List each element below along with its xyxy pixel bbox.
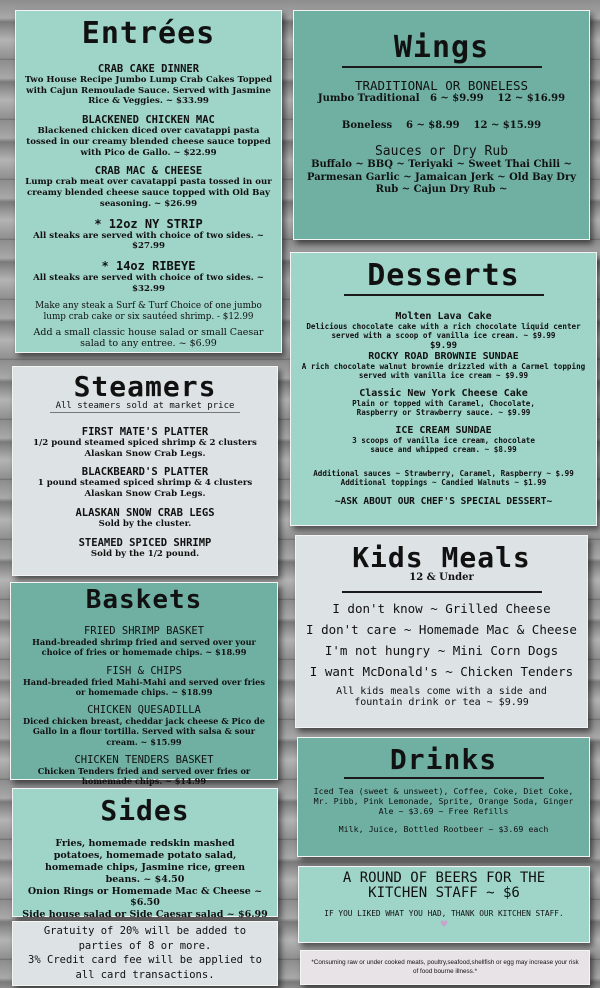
- beers-title: A ROUND OF BEERS FOR THE KITCHEN STAFF ~ $6: [342, 870, 546, 902]
- kids-meals-note: All kids meals come with a side and fountain drink or tea ~ $9.99: [336, 685, 547, 708]
- sides-line: Onion Rings or Homemade Mac & Cheese ~ $6.50: [27, 885, 263, 909]
- menu-item-name: * 14oz RIBEYE: [101, 259, 196, 274]
- steamer-name: ALASKAN SNOW CRAB LEGS: [75, 506, 215, 519]
- wings-subtitle: TRADITIONAL OR BONELESS: [354, 78, 529, 93]
- gratuity-note: Gratuity of 20% will be added to parties of 8 or more.: [43, 925, 247, 952]
- sides-panel: [12, 788, 278, 921]
- steamers-panel: [12, 366, 278, 576]
- basket-name: CHICKEN QUESADILLA: [87, 704, 201, 716]
- basket-name: FISH & CHIPS: [106, 664, 182, 677]
- dessert-desc: Plain or topped with Caramel, Chocolate, Raspberry or Strawberry sauce. ~ $9.99: [352, 398, 535, 418]
- sides-line: Fries, homemade redskin mashed potatoes, homemade potato salad, homemade chips, Jasmine rice, green beans. ~ $4.50: [44, 838, 246, 885]
- sides-line: Side house salad or Side Caesar salad ~ $6.99: [22, 909, 268, 921]
- desserts-panel: [290, 252, 597, 526]
- kids-meal-item: I don't know ~ Grilled Cheese: [332, 600, 551, 616]
- steamer-desc: Sold by the cluster.: [98, 518, 192, 529]
- drinks-title: Drinks: [389, 743, 498, 776]
- steamer-desc: 1 pound steamed spiced shrimp & 4 clusters Alaskan Snow Crab Legs.: [37, 478, 253, 500]
- dessert-name: ROCKY ROAD BROWNIE SUNDAE: [368, 350, 519, 362]
- kids-meal-item: I'm not hungry ~ Mini Corn Dogs: [324, 642, 559, 658]
- entrees-panel: [15, 10, 282, 353]
- drinks-panel: [297, 737, 590, 857]
- menu-item-desc: All steaks are served with choice of two sides. ~ $27.99: [33, 230, 264, 252]
- food-safety-disclaimer: *Consuming raw or under cooked meats, poultry,seafood,shellfish or egg may increase your risk of food bourne illness.*: [311, 959, 579, 975]
- baskets-title: Baskets: [85, 585, 203, 615]
- desserts-title: Desserts: [367, 258, 520, 293]
- boneless-price: Boneless 6 ~ $8.99 12 ~ $15.99: [341, 119, 542, 131]
- kids-meal-item: I want McDonald's ~ Chicken Tenders: [309, 663, 574, 679]
- basket-desc: Hand-breaded shrimp fried and served over your choice of fries or homemade chips. ~ $18.99: [32, 637, 256, 658]
- kids-meals-panel: [295, 535, 588, 728]
- wings-title: Wings: [393, 30, 490, 65]
- steamers-subtitle: All steamers sold at market price: [50, 401, 241, 413]
- divider: [342, 66, 542, 68]
- divider: [344, 294, 544, 296]
- sauces-title: Sauces or Dry Rub: [374, 144, 509, 159]
- basket-name: CHICKEN TENDERS BASKET: [74, 753, 214, 766]
- steamer-name: FIRST MATE'S PLATTER: [81, 426, 209, 438]
- additional-toppings: Additional toppings ~ Candied Walnuts ~ $1.99: [340, 478, 547, 488]
- steamer-desc: 1/2 pound steamed spiced shrimp & 2 clusters Alaskan Snow Crab Legs.: [33, 438, 257, 459]
- kids-meals-title: Kids Meals: [352, 541, 531, 574]
- divider: [344, 777, 544, 779]
- basket-name: FRIED SHRIMP BASKET: [83, 625, 205, 637]
- heart-icon: ♥: [439, 919, 449, 930]
- kids-meal-item: I don't care ~ Homemade Mac & Cheese: [306, 621, 577, 637]
- beers-note: IF YOU LIKED WHAT YOU HAD, THANK OUR KITCHEN STAFF.: [324, 908, 564, 918]
- basket-desc: Chicken Tenders fried and served over fries or homemade chips. ~ $14.99: [37, 765, 251, 786]
- divider: [342, 591, 542, 593]
- sides-title: Sides: [100, 794, 190, 827]
- steamers-title: Steamers: [73, 370, 217, 403]
- policy-panel: [12, 921, 278, 986]
- menu-item-desc: Two House Recipe Jumbo Lump Crab Cakes Topped with Cajun Remoulade Sauce. Served with Jasmine Rice & Veggies. ~ $33.99: [24, 75, 273, 107]
- entrees-title: Entrées: [81, 16, 216, 51]
- drinks-list: Iced Tea (sweet & unsweet), Coffee, Coke, Diet Coke, Mr. Pibb, Pink Lemonade, Sprite, Orange Soda, Ginger Ale ~ $3.69 ~ Free Refills: [313, 786, 574, 816]
- disclaimer-panel: [300, 950, 590, 985]
- dessert-extra-price: $9.99: [429, 340, 458, 351]
- card-fee-note: 3% Credit card fee will be applied to all card transactions.: [28, 954, 262, 982]
- wings-panel: [293, 10, 590, 240]
- basket-desc: Diced chicken breast, cheddar jack cheese & Pico de Gallo in a flour tortilla. Served with salsa & sour cream. ~ $15.99: [23, 716, 265, 747]
- dessert-name: ICE CREAM SUNDAE: [395, 424, 492, 436]
- beers-panel: [298, 866, 590, 943]
- menu-item-name: CRAB MAC & CHEESE: [94, 165, 203, 178]
- baskets-panel: [10, 582, 278, 786]
- dessert-name: Classic New York Cheese Cake: [359, 387, 528, 399]
- steamer-desc: Sold by the 1/2 pound.: [90, 548, 200, 559]
- dessert-name: Molten Lava Cake: [395, 311, 492, 322]
- dessert-desc: Delicious chocolate cake with a rich chocolate liquid center served with a scoop of vanilla ice cream. ~ $9.99: [306, 322, 581, 341]
- menu-item-name: CRAB CAKE DINNER: [97, 63, 200, 75]
- surf-turf-addon: Make any steak a Surf & Turf Choice of one jumbo lump crab cake or six sautéed shrimp. - $12.99: [35, 300, 262, 322]
- chef-special-note: ~ASK ABOUT OUR CHEF'S SPECIAL DESSERT~: [334, 495, 553, 507]
- basket-desc: Hand-breaded fried Mahi-Mahi and served over fries or homemade chips. ~ $18.99: [23, 676, 265, 697]
- sauces-list: Buffalo ~ BBQ ~ Teriyaki ~ Sweet Thai Chili ~ Parmesan Garlic ~ Jamaican Jerk ~ Old Bay Dry Rub ~ Cajun Dry Rub ~: [306, 159, 577, 195]
- kids-age-note: 12 & Under: [409, 572, 474, 583]
- dessert-desc: 3 scoops of vanilla ice cream, chocolate sauce and whipped cream. ~ $8.99: [352, 435, 535, 455]
- dessert-desc: A rich chocolate walnut brownie drizzled with a Carmel topping served with vanilla ice cream ~ $9.99: [301, 361, 586, 381]
- additional-sauces: Additional sauces ~ Strawberry, Caramel, Raspberry ~ $.99: [313, 468, 574, 478]
- menu-item-name: BLACKENED CHICKEN MAC: [82, 114, 215, 127]
- drinks-other: Milk, Juice, Bottled Rootbeer ~ $3.69 each: [338, 823, 549, 834]
- menu-item-desc: All steaks are served with choice of two sides. ~ $32.99: [33, 273, 264, 294]
- jumbo-traditional-price: Jumbo Traditional 6 ~ $9.99 12 ~ $16.99: [317, 93, 566, 104]
- menu-item-desc: Blackened chicken diced over cavatappi pasta tossed in our creamy blended cheese sauce topped with Pico de Gallo. ~ $22.99: [26, 126, 271, 158]
- salad-addon: Add a small classic house salad or small Caesar salad to any entree. ~ $6.99: [33, 326, 264, 350]
- menu-item-name: * 12oz NY STRIP: [94, 216, 203, 231]
- steamer-name: STEAMED SPICED SHRIMP: [78, 536, 212, 549]
- menu-item-desc: Lump crab meat over cavatappi pasta tossed in our creamy blended cheese sauce topped with Old Bay seasoning. ~ $26.99: [25, 177, 272, 209]
- steamer-name: BLACKBEARD'S PLATTER: [81, 466, 209, 479]
